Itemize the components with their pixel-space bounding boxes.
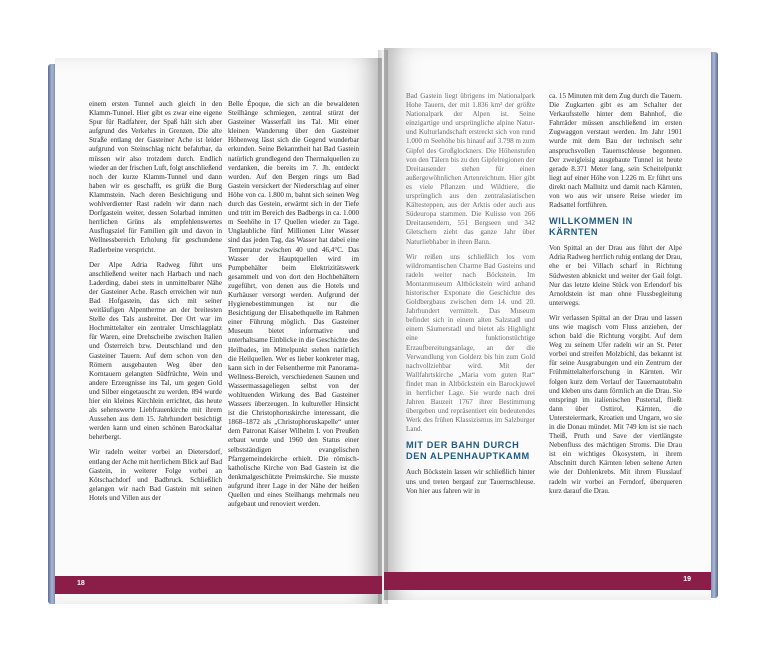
paragraph: Auch Böckstein lassen wir schließlich hinter uns und treten bergauf zur Tauernschleuse. Von hier aus fahren wir in bbox=[406, 468, 535, 495]
paragraph: Belle Époque, die sich an die bewaldeten Steilhänge schmiegen, zentral stürzt der Gasteiner Wasserfall ins Tal. Mit einer kleinen Wanderung über den Gasteiner Höhenweg lässt sich die Gegend wunderbar erkunden. Seine Bekanntheit hat Bad Gastein natürlich grundlegend den Thermalquellen zu verdanken, die bereits im 7. Jh. entdeckt wurden. Auf den Bergen rings um Bad Gastein versickert der Niederschlag auf einer Höhe von ca. 1.800 m, bahnt sich seinen Weg durch das Gestein, erwärmt sich in der Tiefe und tritt im Bereich des Badbergs in ca. 1.000 m Seehöhe in 17 Quellen wieder zu Tage. Unglaubliche fünf Millionen Liter Wasser sind das jeden Tag, das Wasser hat dabei eine Temperatur zwischen 40 und 46,4°C. Das Wasser der Hauptquellen wird im Pumpbehälter beim Elektrizitätswerk gesammelt und von dort den Hochbehältern zugeführt, von denen aus die Hotels und Kurhäuser versorgt werden. Aufgrund der Hygienebestimmungen ist nur die Besichtigung der Elisabethquelle im Rahmen einer Führung möglich. Das Gasteiner Museum bietet informative und unterhaltsame Einblicke in die Geschichte des Heilbades, im Mittelpunkt stehen natürlich die Heilquellen. Wer es lieber konkreter mag, kann sich in der Felsentherme mit Panorama-Wellness-Bereich, verschiedenen Saunen und Wassermassageliegen selbst von der wohltuenden Wirkung des Bad Gasteiner Wassers überzeugen. In kultureller Hinsicht ist die Christophoruskirche interessant, die 1868–1872 als „Christophoruskapelle“ unter dem Patronat Kaiser Wilhelm I. von Preußen erbaut wurde und 1960 den Status einer selbstständigen evangelischen Pfarrgemeindekirche erhielt. Die römisch-katholische Kirche von Bad Gastein ist die denkmalgeschützte Preimskirche. Sie musste aufgrund ihrer Lage in der Nähe der heißen Quellen und eines Steilhangs mehrmals neu aufgebaut und renoviert werden. bbox=[228, 100, 359, 509]
page-number-right: 19 bbox=[683, 576, 691, 583]
right-page-column-1 bbox=[406, 92, 535, 502]
paragraph: einem ersten Tunnel auch gleich in den Klamm-Tunnel. Hier gibt es zwar eine eigene Spur für Radfahrer, der Spaß hält sich aber aufgrund des Verkehrs in Grenzen. Die alte Straße entlang der Gasteiner Ache ist leider aufgrund von Steinschlag nicht befahrbar, da müssen wir also trotzdem durch. Endlich wieder an der frischen Luft, folgt anschließend noch der kurze Klamm-Tunnel und dann haben wir es geschafft, es grüßt die Burg Klammstein. Nach deren Besichtigung und wohlverdienter Rast radeln wir dann nach Dorfgastein weiter, dessen Solarbad inmitten herrlichen Grüns als empfehlenswertes Ausflugsziel für Familien gilt und davon in Wellnessbereich Erholung für geschundene Radlerbeine verspricht. bbox=[89, 100, 222, 254]
right-page-column-2 bbox=[549, 92, 682, 502]
paragraph: ca. 15 Minuten mit dem Zug durch die Tauern. Die Zugkarten gibt es am Schalter der Verkaufsstelle hinter dem Bahnhof, die Fahrräder müssen anschließend im ersten Zugwaggon verstaut werden. Im Jahr 1901 wurde mit dem Bau der technisch sehr anspruchsvollen Tauernschleuse begonnen. Der zweigleisig ausgebaute Tunnel ist heute gerade 8.371 Meter lang, sein Scheitelpunkt liegt auf einer Höhe von 1.226 m. Er führt uns direkt nach Mallnitz und damit nach Kärnten, von wo aus wir unsere Reise wieder im Radsattel fortführen. bbox=[549, 92, 682, 210]
left-page-column-2 bbox=[228, 100, 359, 515]
paragraph: Wir reißen uns schließlich los vom wildromantischen Charme Bad Gasteins und radeln weiter nach Böckstein. Im Montanmuseum Altböckstein wird anhand historischer Exponate die Geschichte des Goldbergbaus zwischen dem 14. und 20. Jahrhundert vermittelt. Das Museum befindet sich in einem alten Salzstadl und einem Säumerstadl und bietet als Highlight eine funktionstüchtige Erzaufbereitungsanlage, an der die Verwandlung von Golderz bis hin zum Gold nachvollziehbar wird. Mit der Wallfahrtskirche „Maria vom guten Rat“ findet man in Altböckstein ein Barockjuwel in herrlicher Lage. Sie wurde nach drei Jahren Bauzeit 1767 ihrer Bestimmung übergeben und repräsentiert ein bedeutendes Werk des frühen Klassizismus im Salzburger Land. bbox=[406, 252, 535, 434]
paragraph: Wir radeln weiter vorbei an Dietersdorf, entlang der Ache mit herrlichem Blick auf Bad Gastein, in weiterer Folge vorbei an Kötschachdorf und Badbruck. Schließlich gelangen wir nach Bad Gastein mit seinen Hotels und Villen aus der bbox=[89, 448, 222, 502]
paragraph: Von Spittal an der Drau aus führt der Alpe Adria Radweg herrlich ruhig entlang der Drau, ehe er bei Villach scharf in Richtung Südwesten abknickt und weiter der Gail folgt. Nur das letzte kleine Stück von Erlendorf bis Arnoldstein ist man ohne Flussbegleitung unterwegs. bbox=[549, 244, 682, 307]
left-page-footer-bar bbox=[55, 576, 382, 594]
book-gutter bbox=[378, 50, 388, 604]
left-page-column-1 bbox=[89, 100, 222, 509]
right-page-footer-bar bbox=[384, 572, 711, 590]
paragraph: Bad Gastein liegt übrigens im Nationalpark Hohe Tauern, der mit 1.836 km² der größte Nationalpark der Alpen ist. Seine einzigartige und ursprüngliche alpine Natur- und Kulturlandschaft erstreckt sich von rund 1.000 m Seehöhe bis hinauf auf 3.798 m zum Gipfel des Großglockners. Die Höhenstufen von den Tälern bis zu den Gipfelregionen der Dreitausender stehen für einen außergewöhnlichen Artenreichtum. Hier gibt es viele Pflanzen und Wildtiere, die ursprünglich aus den zentralasiatischen Kältesteppen, aus der Arktis oder auch aus Südeuropa stammen. Die Kulisse von 266 Dreitausendern, 551 Bergseen und 342 Gletschern zieht das ganze Jahr über Naturliebhaber in ihren Bann. bbox=[406, 92, 535, 246]
page-edges-right bbox=[710, 52, 718, 598]
page-number-left: 18 bbox=[77, 580, 85, 587]
paragraph: Der Alpe Adria Radweg führt uns anschließend weiter nach Harbach und nach Laderding, dabei stets in unmittelbarer Nähe der Gasteiner Ache. Rasch erreichen wir nun Bad Hofgastein, das sich mit seiner weitläufigen Alpentherme an der breitesten Stelle des Tals ausbreitet. Der Ort war im Hochmittelalter ein zentraler Umschlagplatz für Waren, eine Drehscheibe zwischen Italien und Österreich bzw. Deutschland und den Gasteiner Tauern. Auf dem schon von den Römern ausgebauten Weg über den Korntauern gelangten Südfrüchte, Wein und andere Erzeugnisse ins Tal, um gegen Gold und Silber eingetauscht zu werden. 894 wurde hier ein kleines Kirchlein errichtet, das heute als sehenswerte Liebfrauenkirche mit ihrem Aussehen aus dem 15. Jahrhundert besichtigt werden kann und einen schönen Barockaltar beherbergt. bbox=[89, 260, 222, 442]
paragraph: Wir verlassen Spittal an der Drau und lassen uns wie magisch vom Fluss anziehen, der schon bald die Richtung vorgibt. Auf dem Weg zu seinem Ufer radeln wir an St. Peter vorbei und streifen Molzbichl, das bekannt ist für seine Ausgrabungen und ein Zentrum der Frühmittelalterforschung in Kärnten. Wir folgen kurz dem Verlauf der Tauernautobahn und kleben uns dann förmlich an die Drau. Sie entspringt im italienischen Pustertal, fließt dann über Osttirol, Kärnten, die Untersteiermark, Kroatien und Ungarn, wo sie in die Donau mündet. Mit 749 km ist sie nach Theiß, Pruth und Save der viertlängste Nebenfluss des mächtigen Stroms. Die Drau ist ein wichtiges Ökosystem, in ihrem Abschnitt durch Kärnten leben seltene Arten wie der Dohlenkrebs. Mit ihrem Flusslauf radeln wir vorbei an Ferndorf, überqueren kurz darauf die Drau. bbox=[549, 313, 682, 495]
section-heading-kaernten: WILLKOMMEN IN KÄRNTEN bbox=[549, 216, 633, 238]
section-heading-bahn: MIT DER BAHN DURCH DEN ALPENHAUPTKAMM bbox=[406, 440, 530, 462]
